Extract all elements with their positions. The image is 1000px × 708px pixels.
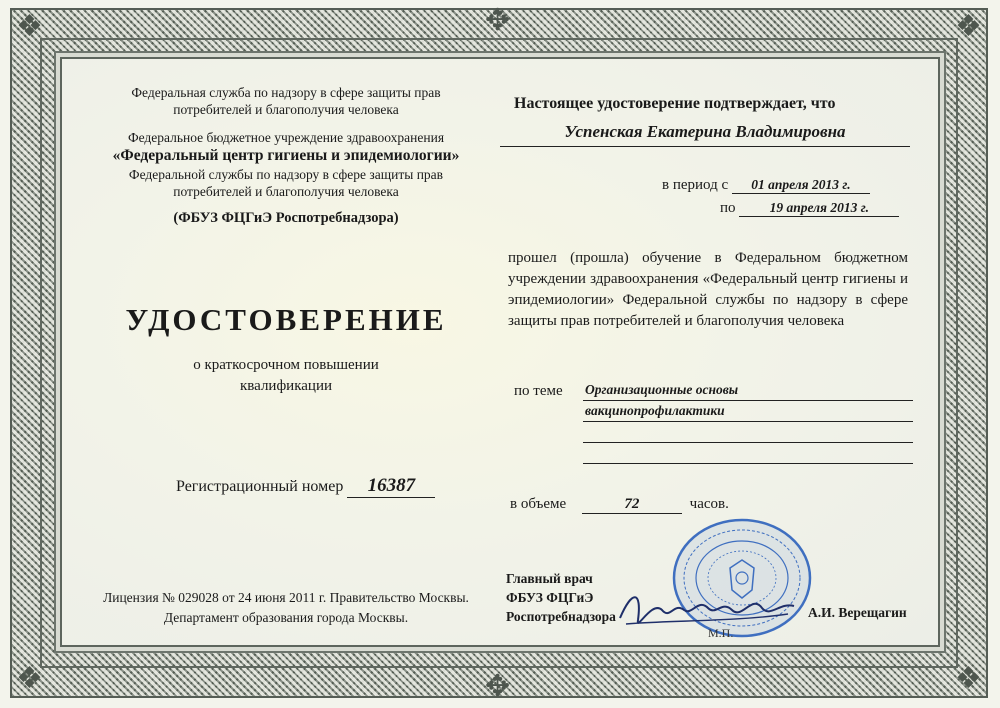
seal-place-mark: М.П. bbox=[708, 626, 734, 640]
training-description: прошел (прошла) обучение в Федеральном бюджетном учреждении здравоохранения «Федеральный центр гигиены и эпидемиологии» Федеральной службы по надзору в сфере защиты прав потребителей и благополучия человека bbox=[508, 250, 908, 329]
institution-name: «Федеральный центр гигиены и эпидемиологии» bbox=[112, 147, 460, 164]
corner-ornament-icon: ❖ bbox=[955, 10, 982, 43]
theme-line-empty bbox=[583, 424, 913, 443]
period-to-date: 19 апреля 2013 г. bbox=[739, 200, 899, 217]
issuer-block bbox=[80, 84, 492, 227]
license-line: Лицензия № 029028 от 24 июня 2011 г. Правительство Москвы. bbox=[103, 590, 469, 605]
period-from bbox=[662, 177, 870, 194]
period-to-label: по bbox=[720, 200, 736, 216]
corner-ornament-icon: ❖ bbox=[16, 662, 43, 695]
document-subtitle bbox=[80, 355, 492, 397]
institution-line: потребителей и благополучия человека bbox=[173, 184, 399, 199]
agency-line: Федеральная служба по надзору в сфере защиты прав bbox=[131, 85, 441, 100]
institution-abbr: (ФБУЗ ФЦГиЭ Роспотребнадзора) bbox=[173, 210, 399, 226]
signature-graphic bbox=[612, 580, 802, 640]
reg-number-value: 16387 bbox=[347, 475, 435, 498]
period-to bbox=[720, 200, 899, 217]
license-block bbox=[80, 588, 492, 628]
volume-label: в объеме bbox=[510, 496, 567, 512]
recipient-name: Успенская Екатерина Владимировна bbox=[500, 122, 910, 147]
confirmation-header: Настоящее удостоверение подтверждает, что bbox=[514, 95, 836, 112]
volume-value: 72 bbox=[582, 496, 682, 514]
reg-label: Регистрационный номер bbox=[176, 478, 344, 495]
theme-line-empty bbox=[583, 445, 913, 464]
theme-line: вакцинопрофилактики bbox=[583, 403, 913, 422]
top-ornament-icon: ✥ bbox=[485, 4, 511, 37]
corner-ornament-icon: ❖ bbox=[955, 662, 982, 695]
theme-label: по теме bbox=[514, 383, 563, 399]
document-title: УДОСТОВЕРЕНИЕ bbox=[125, 302, 447, 337]
institution-line: Федеральное бюджетное учреждение здравоохранения bbox=[127, 130, 445, 145]
chief-line: Роспотребнадзора bbox=[506, 609, 616, 624]
agency-line: потребителей и благополучия человека bbox=[173, 102, 399, 117]
bottom-ornament-icon: ✥ bbox=[485, 670, 511, 703]
chief-title bbox=[506, 569, 616, 626]
period-from-date: 01 апреля 2013 г. bbox=[732, 177, 870, 194]
volume-unit: часов. bbox=[689, 496, 729, 512]
theme-line: Организационные основы bbox=[583, 382, 913, 401]
corner-ornament-icon: ❖ bbox=[16, 10, 43, 43]
subtitle-line: о краткосрочном повышении bbox=[193, 357, 379, 373]
registration-number bbox=[176, 475, 435, 498]
signer-name: А.И. Верещагин bbox=[808, 605, 907, 620]
institution-line: Федеральной службы по надзору в сфере защиты прав bbox=[128, 167, 444, 182]
period-from-label: в период с bbox=[662, 177, 729, 193]
license-line: Департамент образования города Москвы. bbox=[163, 610, 409, 625]
chief-line: Главный врач bbox=[506, 571, 593, 586]
subtitle-line: квалификации bbox=[239, 378, 333, 394]
chief-line: ФБУЗ ФЦГиЭ bbox=[506, 590, 594, 605]
